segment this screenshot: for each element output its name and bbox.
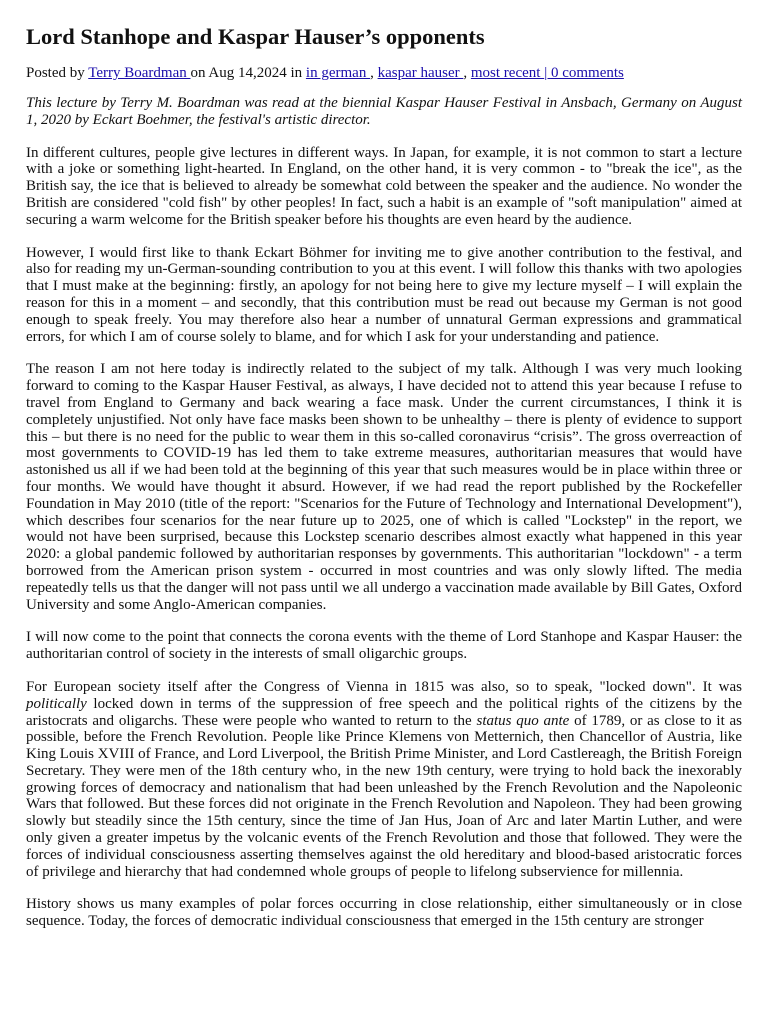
- emphasis-politically: politically: [26, 695, 87, 712]
- category-separator: ,: [463, 65, 471, 81]
- paragraph-3: The reason I am not here today is indirectly related to the subject of my talk. Although I was very much looking forward to coming to the Kaspar Hauser Festival, as always, I have decided not to attend this year because I refuse to travel from England to Germany and back wearing a face mask. Under the current circumstances, I think it is completely unjustified. Not only have face masks been shown to be unhealthy – there is plenty of evidence to support this – but there is no need for the public to wear them in this so-called coronavirus “crisis”. The gross overreaction of most governments to COVID-19 has led them to take extreme measures, authoritarian measures that would have astonished us all if we had been told at the beginning of this year that such measures would be in place within three or four months. We would have thought it absurd. However, if we had read the report published by the Rockefeller Foundation in May 2010 (title of the report: "Scenarios for the Future of Technology and International Development"), which describes four scenarios for the near future up to 2025, one of which is called "Lockstep" in the report, we would not have been surprised, because this Lockstep scenario describes almost exactly what happened in this year 2020: a global pandemic followed by authoritarian responses by governments. This authoritarian "lockdown" - a term borrowed from the American prison system - occurred in most countries and was only slowly lifted. The media repeatedly tells us that the danger will not pass until we all undergo a vaccination made available by Bill Gates, Oxford University and some Anglo-American companies.: [26, 361, 742, 613]
- paragraph-6: History shows us many examples of polar forces occurring in close relationship, either simultaneously or in close sequence. Today, the forces of democratic individual consciousness that emerged in the 15th century are stronger: [26, 896, 742, 930]
- posted-by-label: Posted by: [26, 65, 89, 81]
- paragraph-4: I will now come to the point that connects the corona events with the theme of Lord Stanhope and Kaspar Hauser: the authoritarian control of society in the interests of small oligarchic groups.: [26, 629, 742, 663]
- post-meta: [26, 64, 742, 82]
- paragraph-2: However, I would first like to thank Eckart Böhmer for inviting me to give another contribution to the festival, and also for reading my un-German-sounding contribution to you at this event. I will follow this thanks with two apologies that I must make at the beginning: firstly, an apology for not being here to give my lecture myself – I will explain the reason for this in a moment – and secondly, that this contribution must be read out because my German is not good enough to speak freely. You may therefore also hear a number of unnatural German expressions and grammatical errors, for which I am of course solely to blame, and for which I ask for your understanding and patience.: [26, 244, 742, 345]
- paragraph-5: [26, 679, 742, 881]
- category-separator: ,: [370, 65, 378, 81]
- category-link-in-german[interactable]: in german: [305, 65, 371, 81]
- comments-link[interactable]: 0 comments: [550, 65, 624, 81]
- author-link[interactable]: Terry Boardman: [88, 65, 191, 81]
- article-intro: This lecture by Terry M. Boardman was read at the biennial Kaspar Hauser Festival in Ansbach, Germany on August 1, 2020 by Eckart Boehmer, the festival's artistic director.: [26, 95, 742, 128]
- paragraph-1: In different cultures, people give lectures in different ways. In Japan, for example, it is not common to start a lecture with a joke or something light-hearted. In England, on the other hand, it is very common - to "break the ice", as the British say, the ice that is believed to already be somewhat cold between the speaker and the audience. No wonder the British are considered "cold fish" by other peoples! In fact, such a habit is an example of "soft manipulation" aimed at securing a warm welcome for the British speaker before his thoughts are even heard by the audience.: [26, 144, 742, 228]
- emphasis-status-quo-ante: status quo ante: [476, 712, 570, 729]
- category-link-kaspar-hauser[interactable]: kaspar hauser: [377, 65, 464, 81]
- category-link-most-recent[interactable]: most recent: [470, 65, 545, 81]
- paragraph-5-text: For European society itself after the Congress of Vienna in 1815 was also, so to speak, "locked down". It was: [26, 678, 742, 695]
- comments-separator: |: [544, 65, 551, 81]
- post-date: on Aug 14,2024 in: [190, 65, 306, 81]
- paragraph-5-text: of 1789, or as close to it as possible, before the French Revolution. People like Prince Klemens von Metternich, then Chancellor of Austria, like King Louis XVIII of France, and Lord Liverpool, the British Prime Minister, and Lord Castlereagh, the British Foreign Secretary. They were men of the 18th century who, in the new 19th century, were trying to hold back the inexorably growing forces of democracy and nationalism that had been unleashed by the French Revolution and the Napoleonic Wars that followed. But these forces did not originate in the French Revolution and Napoleon. They had been growing slowly but steadily since the 15th century, since the time of Jan Hus, Joan of Arc and later Martin Luther, and were only given a greater impetus by the volcanic events of the French Revolution and those that followed. They were the forces of individual consciousness asserting themselves against the old hereditary and blood-based aristocratic forces of privilege and hierarchy that had condemned whole groups of people to lifelong subservience for millennia.: [26, 712, 742, 880]
- paragraph-5-text: locked down in terms of the suppression of free speech and the political rights of the citizens by the aristocrats and oligarchs. These were people who wanted to return to the: [26, 695, 742, 729]
- article-title: Lord Stanhope and Kaspar Hauser’s opponents: [26, 24, 485, 49]
